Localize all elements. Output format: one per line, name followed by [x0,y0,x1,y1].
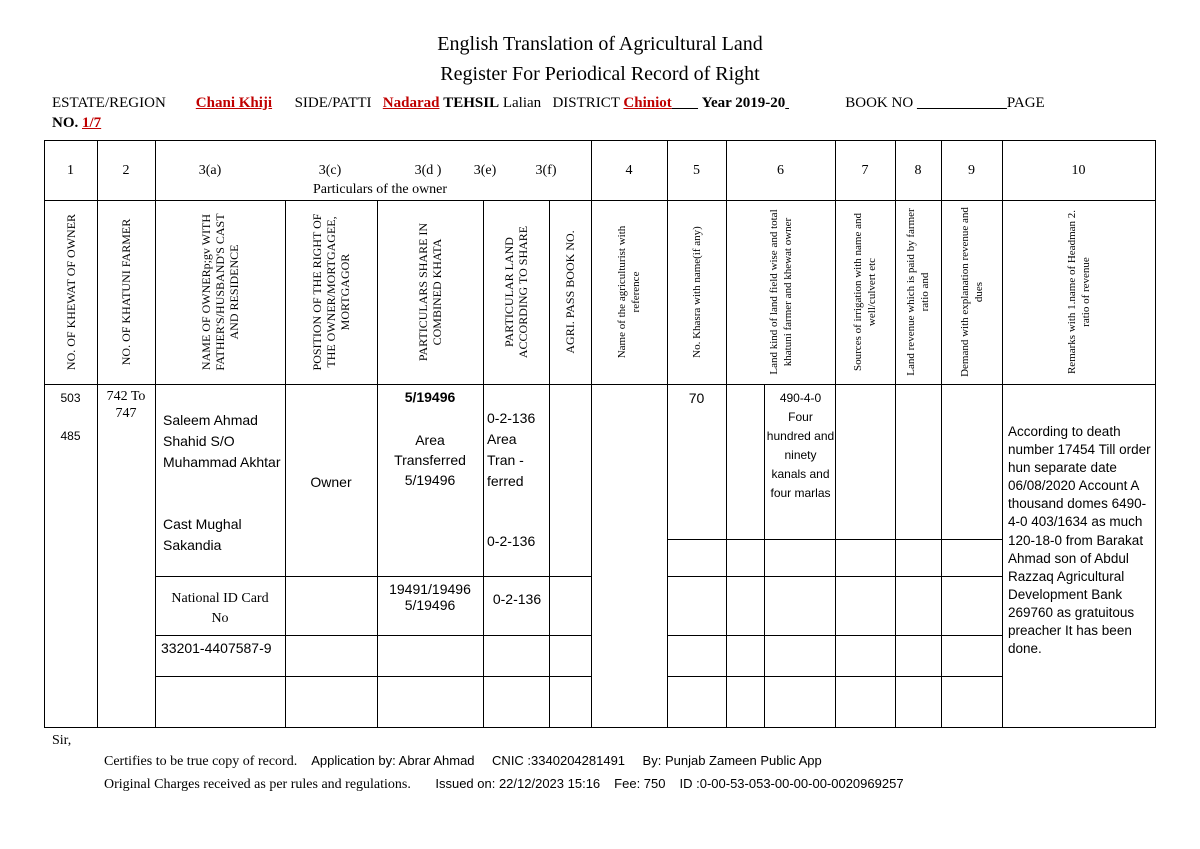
header-position [285,200,377,384]
owner-position: Owner [310,474,352,490]
header-land-kind-text: Land kind of land field wise and total khatuni farmer and khewat owner [767,209,794,375]
header-irrigation-text: Sources of irrigation with name and well/culvert etc [852,213,878,371]
header-khasra [667,200,726,384]
row-line [155,635,591,636]
col-num-3d: 3(d ) [414,163,442,178]
page-title-line2: Register For Periodical Record of Right [440,63,760,85]
khasra-value: 70 [688,390,705,406]
header-agriculturist-text: Name of the agriculturist with reference [616,225,642,359]
year-label: Year 2019-20 [701,95,786,111]
header-khatuni-text: NO. OF KHATUNI FARMER [119,218,133,366]
header-land-kind [726,200,835,384]
land-low: 0-2-136 [492,591,542,607]
table-border [44,140,1156,141]
header-passbook [549,200,591,384]
col-num-1: 1 [67,163,74,178]
footer-application: Application by: Abrar Ahmad [311,753,475,768]
table-border [44,384,1156,385]
header-owner-name [155,200,285,384]
row-line [155,676,591,677]
share-low: 19491/19496 5/19496 [389,581,471,613]
header-remarks [1002,200,1155,384]
side-label: SIDE/PATTI [294,95,372,111]
footer-by: By: Punjab Zameen Public App [642,753,822,768]
book-label: BOOK NO [845,95,914,111]
tehsil-label: TEHSIL [443,95,500,111]
header-demand-text: Demand with explanation revenue and dues [958,207,985,377]
table-border [44,727,1156,728]
remarks-value: According to death number 17454 Till order hun separate date 06/08/2020 Account A thousand domes 6490-4-0 403/1634 as much 120-18-0 from Barakat Ahmad son of Abdul Razzaq Agricultural Development Bank 269760 as gratuitous preacher It has been done. [1008,424,1151,657]
district-value: Chiniot [623,95,672,111]
estate-value: Chani Khiji [195,95,273,111]
header-passbook-text: AGRI. PASS BOOK NO. [563,230,577,354]
header-revenue-text: Land revenue which is paid by farmer ratio and [905,208,931,376]
header-irrigation [835,200,895,384]
header-position-text: POSITION OF THE RIGHT OF THE OWNER/MORTGAGEE, MORTGAGOR [310,213,352,371]
no-value: 1/7 [82,115,102,131]
share-top: 5/19496 [404,389,456,405]
page-title-line1: English Translation of Agricultural Land [437,33,763,55]
col-num-3e: 3(e) [473,163,497,178]
district-label: DISTRICT [552,95,620,111]
col-line [764,384,765,728]
header-demand [941,200,1002,384]
footer-certify: Certifies to be true copy of record. [104,754,298,769]
footer-line1 [104,753,822,770]
footer-fee: Fee: 750 [614,776,666,791]
nic-label: National ID Card No [171,591,269,626]
col-num-9: 9 [968,163,975,178]
col-line [1155,140,1156,728]
owner-cast: Cast Mughal Sakandia [163,516,242,553]
footer-cnic: CNIC :3340204281491 [492,753,626,768]
header-khewat [44,200,97,384]
header-khewat-text: NO. OF KHEWAT OF OWNER [63,213,78,371]
footer-issued: Issued on: 22/12/2023 15:16 [435,776,601,791]
header-remarks-text: Remarks with 1.name of Headman 2. ratio of revenue [1065,209,1092,375]
col-num-7: 7 [861,163,869,178]
header-owner-name-text: NAME OF OWNERp;gv WITH FATHER'S/HUSBAND'S CAST AND RESIDENCE [199,213,241,371]
col-num-5: 5 [693,163,700,178]
header-share-text: PARTICULARS SHARE IN COMBINED KHATA [416,222,444,362]
estate-label: ESTATE/REGION [52,95,166,111]
tehsil-value: Lalian [502,95,542,111]
col-num-4: 4 [625,163,633,178]
footer-charges: Original Charges received as per rules and regulations. [104,777,411,792]
header-share [377,200,483,384]
header-row [52,95,1045,112]
footer-line2 [104,776,904,793]
owner-name: Saleem Ahmad Shahid S/O Muhammad Akhtar [163,412,281,470]
header-row-2 [52,115,101,132]
page-label: PAGE [1006,95,1045,111]
khewat-value-2: 485 [60,429,81,443]
land-top: 0-2-136 Area Tran -ferred [487,410,536,489]
col-num-8: 8 [914,163,922,178]
footer-sir: Sir, [52,733,72,748]
header-khasra-text: No. Khasra with name(if any) [690,226,703,358]
no-label: NO. [52,115,79,131]
header-land-text: PARTICULAR LAND ACCORDING TO SHARE [502,225,530,359]
land-mid: 0-2-136 [487,533,536,549]
col-num-3f: 3(f) [535,163,557,178]
land-kind-value: 490-4-0 Four hundred and ninety kanals and four marlas [766,391,835,500]
khatuni-value: 742 To 747 [106,389,146,421]
nic-value: 33201-4407587-9 [161,640,272,656]
col-num-3c: 3(c) [318,163,342,178]
col-num-6: 6 [777,163,784,178]
header-revenue [895,200,941,384]
header-agriculturist [591,200,667,384]
col-num-3a: 3(a) [198,163,222,178]
share-mid: Area Transferred 5/19496 [394,432,466,488]
row-line [155,576,591,577]
footer-id: ID :0-00-53-053-00-00-00-0020969257 [679,776,904,791]
side-value: Nadarad [382,95,440,111]
header-khatuni [97,200,155,384]
particulars-label: Particulars of the owner [312,182,448,197]
col-num-2: 2 [122,163,130,178]
col-num-10: 10 [1071,163,1086,178]
khewat-value-1: 503 [60,391,81,405]
header-land [483,200,549,384]
